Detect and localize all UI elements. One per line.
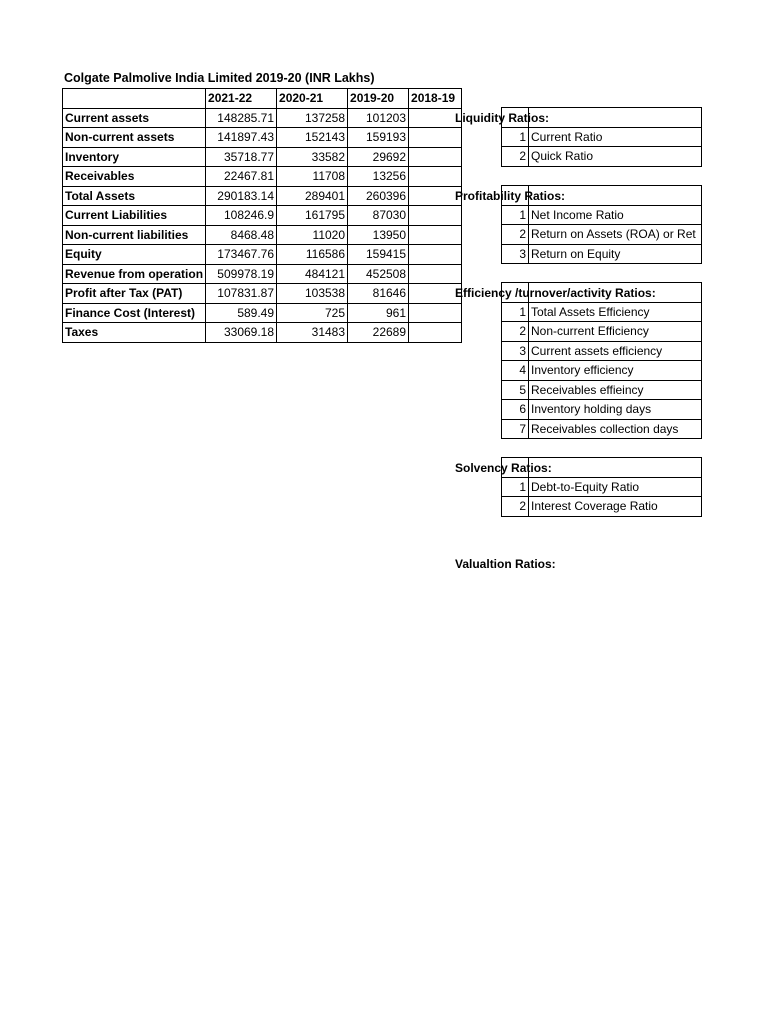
ratio-number-cell[interactable]: 2	[502, 147, 529, 167]
ratio-number-cell[interactable]: 2	[502, 322, 529, 342]
ratio-name-cell[interactable]: Debt-to-Equity Ratio	[529, 477, 702, 497]
ratio-row	[502, 147, 702, 167]
header-cell[interactable]: 2021-22	[206, 89, 277, 109]
ratio-row	[502, 244, 702, 264]
value-cell[interactable]: 961	[348, 303, 409, 323]
profitability-section-label: Profitability Ratios:	[455, 189, 566, 203]
ratio-name-cell[interactable]: Receivables collection days	[529, 419, 702, 439]
value-cell[interactable]: 141897.43	[206, 128, 277, 148]
liquidity-section-label: Liquidity Ratios:	[455, 111, 549, 125]
financials-table	[62, 88, 462, 343]
ratio-number-cell[interactable]: 1	[502, 205, 529, 225]
row-label-cell[interactable]: Current assets	[63, 108, 206, 128]
header-cell[interactable]	[63, 89, 206, 109]
ratio-number-cell[interactable]: 7	[502, 419, 529, 439]
value-cell[interactable]	[409, 108, 462, 128]
financials-row	[63, 167, 462, 187]
value-cell[interactable]: 33069.18	[206, 323, 277, 343]
ratio-row	[502, 380, 702, 400]
value-cell[interactable]: 152143	[277, 128, 348, 148]
value-cell[interactable]: 13256	[348, 167, 409, 187]
value-cell[interactable]: 22467.81	[206, 167, 277, 187]
financials-row	[63, 186, 462, 206]
row-label-cell[interactable]: Current Liabilities	[63, 206, 206, 226]
value-cell[interactable]: 35718.77	[206, 147, 277, 167]
efficiency-table	[501, 282, 702, 439]
row-label-cell[interactable]: Non-current assets	[63, 128, 206, 148]
financials-row	[63, 147, 462, 167]
header-cell[interactable]: 2018-19	[409, 89, 462, 109]
ratio-name-cell[interactable]: Net Income Ratio	[529, 205, 702, 225]
value-cell[interactable]: 137258	[277, 108, 348, 128]
ratio-number-cell[interactable]: 4	[502, 361, 529, 381]
row-label-cell[interactable]: Total Assets	[63, 186, 206, 206]
financials-row	[63, 303, 462, 323]
financials-row	[63, 323, 462, 343]
value-cell[interactable]	[409, 167, 462, 187]
value-cell[interactable]	[409, 225, 462, 245]
ratio-number-cell[interactable]: 2	[502, 497, 529, 517]
financials-header-row	[63, 89, 462, 109]
financials-row	[63, 264, 462, 284]
value-cell[interactable]: 159415	[348, 245, 409, 265]
value-cell[interactable]: 725	[277, 303, 348, 323]
financials-row	[63, 245, 462, 265]
ratio-name-cell[interactable]: Return on Equity	[529, 244, 702, 264]
ratio-number-cell[interactable]: 3	[502, 341, 529, 361]
ratio-row	[502, 419, 702, 439]
ratio-number-cell[interactable]: 1	[502, 477, 529, 497]
value-cell[interactable]	[409, 206, 462, 226]
value-cell[interactable]: 101203	[348, 108, 409, 128]
value-cell[interactable]	[409, 245, 462, 265]
row-label-cell[interactable]: Taxes	[63, 323, 206, 343]
value-cell[interactable]: 31483	[277, 323, 348, 343]
value-cell[interactable]: 148285.71	[206, 108, 277, 128]
row-label-cell[interactable]: Non-current liabilities	[63, 225, 206, 245]
value-cell[interactable]: 107831.87	[206, 284, 277, 304]
value-cell[interactable]: 8468.48	[206, 225, 277, 245]
row-label-cell[interactable]: Revenue from operation	[63, 264, 206, 284]
value-cell[interactable]: 11020	[277, 225, 348, 245]
value-cell[interactable]: 29692	[348, 147, 409, 167]
value-cell[interactable]: 103538	[277, 284, 348, 304]
ratio-row	[502, 361, 702, 381]
value-cell[interactable]	[409, 128, 462, 148]
ratio-row	[502, 205, 702, 225]
financials-row	[63, 284, 462, 304]
ratio-name-cell[interactable]: Current assets efficiency	[529, 341, 702, 361]
value-cell[interactable]: 116586	[277, 245, 348, 265]
ratio-row	[502, 497, 702, 517]
value-cell[interactable]: 22689	[348, 323, 409, 343]
ratio-number-cell[interactable]: 2	[502, 225, 529, 245]
value-cell[interactable]	[409, 303, 462, 323]
value-cell[interactable]: 260396	[348, 186, 409, 206]
value-cell[interactable]: 161795	[277, 206, 348, 226]
ratio-number-cell[interactable]: 3	[502, 244, 529, 264]
efficiency-section-label: Efficiency /turnover/activity Ratios:	[455, 286, 656, 300]
value-cell[interactable]: 290183.14	[206, 186, 277, 206]
row-label-cell[interactable]: Receivables	[63, 167, 206, 187]
blank-cell[interactable]	[529, 108, 702, 128]
valuation-section-label: Valualtion Ratios:	[455, 557, 556, 571]
value-cell[interactable]	[409, 323, 462, 343]
value-cell[interactable]	[409, 186, 462, 206]
value-cell[interactable]: 589.49	[206, 303, 277, 323]
ratio-name-cell[interactable]: Current Ratio	[529, 127, 702, 147]
ratio-name-cell[interactable]: Inventory holding days	[529, 400, 702, 420]
value-cell[interactable]	[409, 264, 462, 284]
row-label-cell[interactable]: Equity	[63, 245, 206, 265]
value-cell[interactable]: 509978.19	[206, 264, 277, 284]
value-cell[interactable]: 159193	[348, 128, 409, 148]
ratio-name-cell[interactable]: Non-current Efficiency	[529, 322, 702, 342]
value-cell[interactable]: 13950	[348, 225, 409, 245]
financials-row	[63, 206, 462, 226]
financials-row	[63, 225, 462, 245]
ratio-name-cell[interactable]: Total Assets Efficiency	[529, 302, 702, 322]
blank-cell[interactable]	[529, 458, 702, 478]
header-cell[interactable]: 2020-21	[277, 89, 348, 109]
ratio-name-cell[interactable]: Interest Coverage Ratio	[529, 497, 702, 517]
value-cell[interactable]: 452508	[348, 264, 409, 284]
ratio-number-cell[interactable]: 1	[502, 127, 529, 147]
value-cell[interactable]: 108246.9	[206, 206, 277, 226]
solvency-section-label: Solvency Ratios:	[455, 461, 552, 475]
financials-row	[63, 128, 462, 148]
ratio-number-cell[interactable]: 5	[502, 380, 529, 400]
row-label-cell[interactable]: Profit after Tax (PAT)	[63, 284, 206, 304]
value-cell[interactable]	[409, 284, 462, 304]
value-cell[interactable]: 173467.76	[206, 245, 277, 265]
row-label-cell[interactable]: Inventory	[63, 147, 206, 167]
header-cell[interactable]: 2019-20	[348, 89, 409, 109]
ratio-row	[502, 322, 702, 342]
value-cell[interactable]	[409, 147, 462, 167]
value-cell[interactable]: 81646	[348, 284, 409, 304]
ratio-number-cell[interactable]: 1	[502, 302, 529, 322]
value-cell[interactable]: 484121	[277, 264, 348, 284]
value-cell[interactable]: 87030	[348, 206, 409, 226]
ratio-row	[502, 302, 702, 322]
ratio-row	[502, 477, 702, 497]
financials-row	[63, 108, 462, 128]
ratio-row	[502, 341, 702, 361]
ratio-name-cell[interactable]: Return on Assets (ROA) or Ret	[529, 225, 702, 245]
sheet-title: Colgate Palmolive India Limited 2019-20 (INR Lakhs)	[64, 71, 375, 85]
ratio-row	[502, 400, 702, 420]
value-cell[interactable]: 33582	[277, 147, 348, 167]
row-label-cell[interactable]: Finance Cost (Interest)	[63, 303, 206, 323]
ratio-number-cell[interactable]: 6	[502, 400, 529, 420]
ratio-name-cell[interactable]: Quick Ratio	[529, 147, 702, 167]
ratio-row	[502, 127, 702, 147]
ratio-row	[502, 225, 702, 245]
ratio-name-cell[interactable]: Inventory efficiency	[529, 361, 702, 381]
value-cell[interactable]: 11708	[277, 167, 348, 187]
ratio-name-cell[interactable]: Receivables effieincy	[529, 380, 702, 400]
value-cell[interactable]: 289401	[277, 186, 348, 206]
